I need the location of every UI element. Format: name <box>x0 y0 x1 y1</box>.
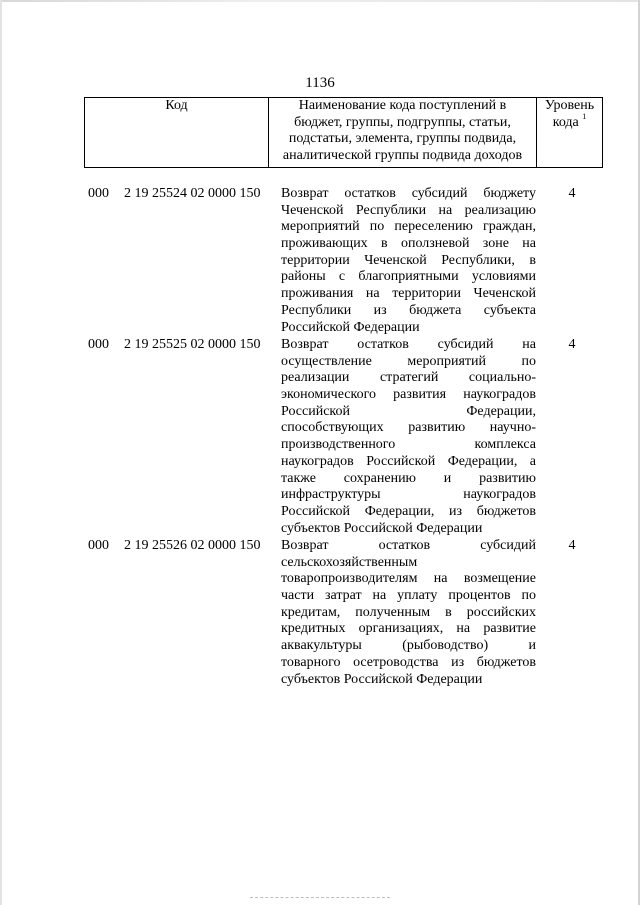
footnote-marker: 1 <box>582 111 587 121</box>
level-code: 4 <box>568 538 576 553</box>
description-line: мероприятий по переселению граждан, <box>281 219 536 235</box>
income-description <box>281 538 536 688</box>
description-line: также сохранению и развитию <box>281 470 536 486</box>
income-code: 2 19 25524 02 0000 150 <box>124 186 261 201</box>
page-number: 1136 <box>305 75 335 91</box>
description-line: производственного комплекса <box>281 437 536 453</box>
description-line: товаропроизводителям на возмещение <box>281 571 536 587</box>
description-line: Чеченской Республики на реализацию <box>281 202 536 218</box>
description-line: субъектов Российской Федерации <box>281 520 483 536</box>
header-level-cell <box>537 98 602 167</box>
description-line: территории Чеченской Республики, в <box>281 252 536 268</box>
level-code: 4 <box>568 186 576 201</box>
income-description <box>281 337 536 537</box>
description-line: субъектов Российской Федерации <box>281 671 483 687</box>
header-level-label: кода <box>552 114 579 130</box>
header-name-line: подстатьи, элемента, группы подвида, <box>288 131 517 146</box>
description-line: реализации стратегий социально- <box>281 370 536 386</box>
header-name-line: Наименование кода поступлений в <box>298 98 507 113</box>
description-line: Республики из бюджета субъекта <box>281 302 536 318</box>
scan-artifact-line <box>250 897 390 899</box>
scan-edge-left <box>0 0 2 905</box>
description-line: сельскохозяйственным <box>281 554 418 570</box>
header-name-cell <box>269 98 537 167</box>
income-code: 2 19 25525 02 0000 150 <box>124 337 261 352</box>
description-line: проживания на территории Чеченской <box>281 286 536 302</box>
level-code: 4 <box>568 337 576 352</box>
header-code-label: Код <box>165 98 188 113</box>
header-level-line1: Уровень <box>544 98 595 113</box>
table-header <box>84 97 603 168</box>
description-line: Российской Федерации <box>281 319 420 335</box>
description-line: товарного осетроводства из бюджетов <box>281 654 536 670</box>
scan-edge-top <box>0 0 640 2</box>
admin-code: 000 <box>88 337 109 352</box>
header-name-line: бюджет, группы, подгруппы, статьи, <box>294 114 511 130</box>
header-level-line2 <box>537 111 602 132</box>
income-description <box>281 186 536 336</box>
description-line: наукоградов Российской Федерации, а <box>281 453 536 469</box>
description-line: районы с благоприятными условиями <box>281 269 536 285</box>
description-line: проживающих в оползневой зоне на <box>281 236 536 252</box>
description-line: Российской Федерации, из бюджетов <box>281 503 536 519</box>
admin-code: 000 <box>88 538 109 553</box>
description-line: инфраструктуры наукоградов <box>281 487 536 503</box>
description-line: кредитам, полученным в российских <box>281 604 536 620</box>
description-line: аквакультуры (рыбоводство) и <box>281 638 536 654</box>
income-code: 2 19 25526 02 0000 150 <box>124 538 261 553</box>
description-line: Возврат остатков субсидий <box>281 538 536 553</box>
description-line: кредитных организациях, на развитие <box>281 621 536 637</box>
description-line: Возврат остатков субсидий бюджету <box>281 186 536 201</box>
admin-code: 000 <box>88 186 109 201</box>
description-line: осуществление мероприятий по <box>281 353 536 369</box>
header-name-line: аналитической группы подвида доходов <box>282 147 523 163</box>
header-code-cell <box>85 98 269 167</box>
description-line: Российской Федерации, <box>281 403 536 419</box>
description-line: Возврат остатков субсидий на <box>281 337 536 352</box>
description-line: способствующих развитию научно- <box>281 420 536 436</box>
description-line: экономического развития наукоградов <box>281 387 536 403</box>
description-line: части затрат на уплату процентов по <box>281 588 536 604</box>
